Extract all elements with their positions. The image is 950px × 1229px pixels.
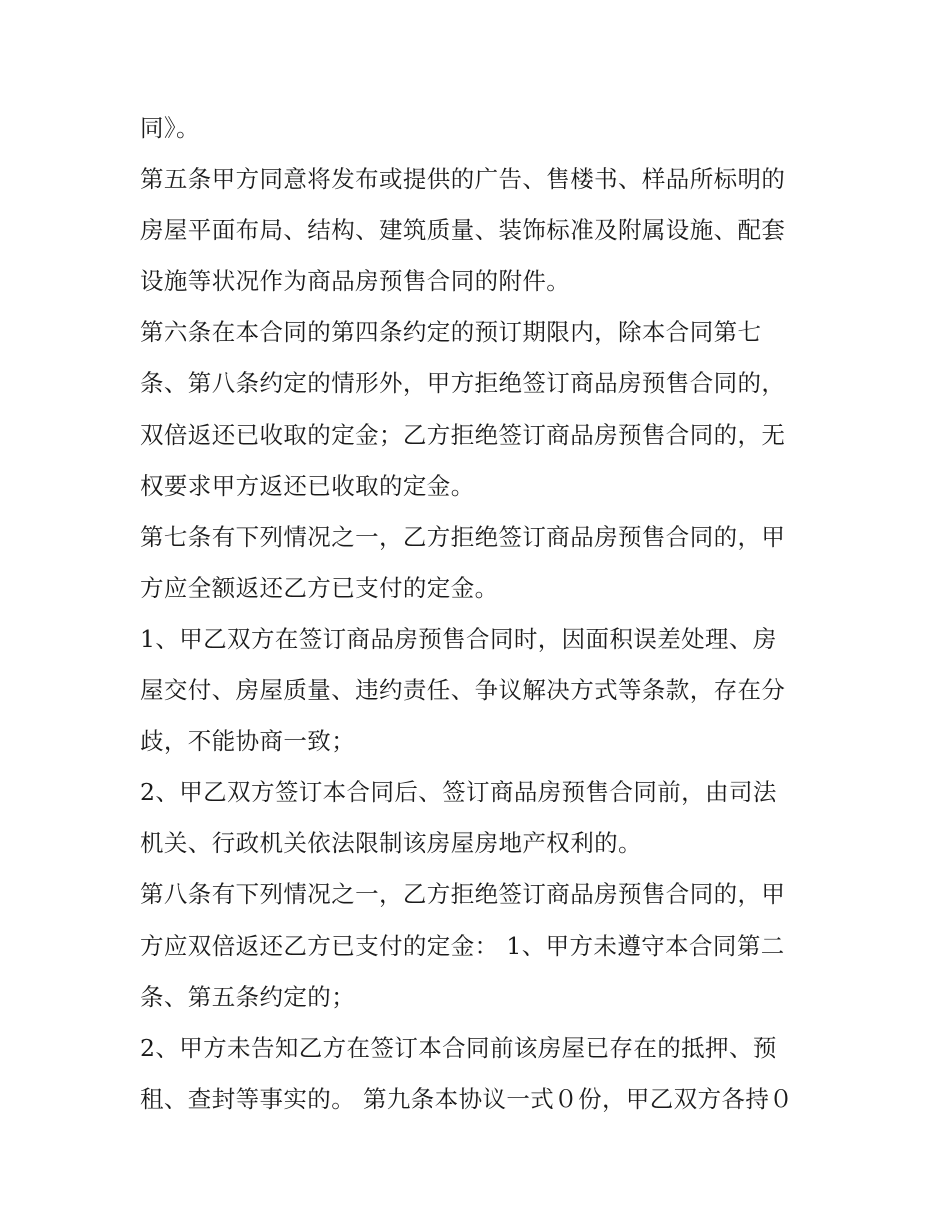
text-line: 权要求甲方返还已收取的定金。 xyxy=(140,471,475,500)
text-line: 租、查封等事实的。 第九条本协议一式０份，甲乙双方各持０ xyxy=(140,1084,794,1113)
text-line: 设施等状况作为商品房预售合同的附件。 xyxy=(140,267,571,296)
text-line: 方应全额返还乙方已支付的定金。 xyxy=(140,573,499,602)
text-line: 方应双倍返还乙方已支付的定金： 1、甲方未遵守本合同第二 xyxy=(140,931,785,960)
text-line: 房屋平面布局、结构、建筑质量、装饰标准及附属设施、配套 xyxy=(140,216,786,245)
text-line: 屋交付、房屋质量、违约责任、争议解决方式等条款，存在分 xyxy=(140,676,786,705)
text-line: 条、第五条约定的； xyxy=(140,982,356,1011)
text-line: 双倍返还已收取的定金；乙方拒绝签订商品房预售合同的，无 xyxy=(140,420,786,449)
text-line: 第七条有下列情况之一，乙方拒绝签订商品房预售合同的，甲 xyxy=(140,522,786,551)
text-line: 条、第八条约定的情形外，甲方拒绝签订商品房预售合同的， xyxy=(140,369,786,398)
text-line: 歧，不能协商一致； xyxy=(140,727,356,756)
text-line: 第八条有下列情况之一，乙方拒绝签订商品房预售合同的，甲 xyxy=(140,880,786,909)
text-line: 1、甲乙双方在签订商品房预售合同时，因面积误差处理、房 xyxy=(140,624,777,653)
text-line: 同》。 xyxy=(140,114,200,142)
text-line: 2、甲方未告知乙方在签订本合同前该房屋已存在的抵押、预 xyxy=(140,1033,777,1062)
text-line: 2、甲乙双方签订本合同后、签订商品房预售合同前，由司法 xyxy=(140,778,777,807)
text-line: 第五条甲方同意将发布或提供的广告、售楼书、样品所标明的 xyxy=(140,165,786,194)
document-body xyxy=(140,103,816,1125)
text-line: 机关、行政机关依法限制该房屋房地产权利的。 xyxy=(140,829,642,858)
text-line: 第六条在本合同的第四条约定的预订期限内，除本合同第七 xyxy=(140,318,762,347)
